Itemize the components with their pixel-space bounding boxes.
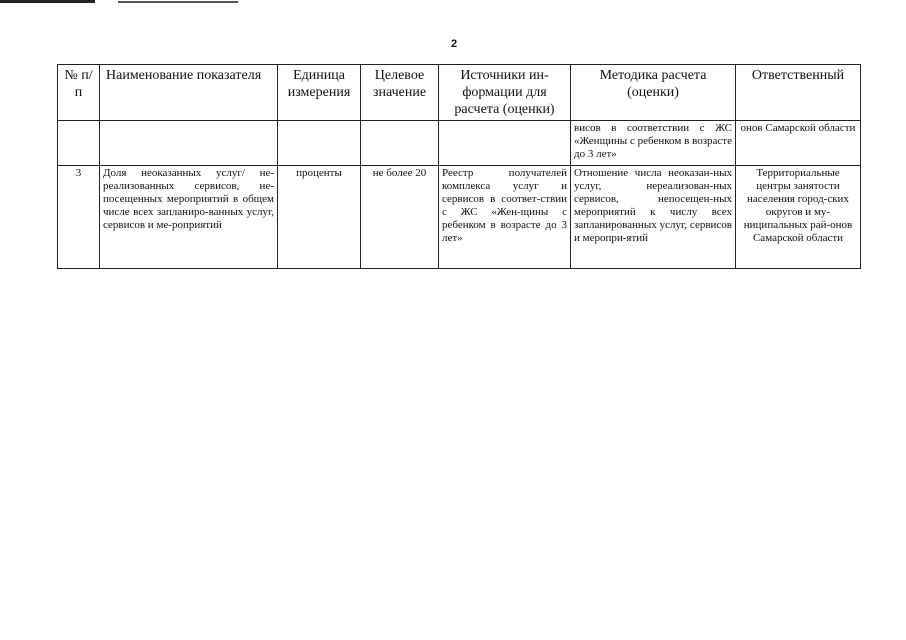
header-cell-name: Наименование показателя: [100, 65, 278, 121]
table-header-row: [58, 65, 861, 121]
header-cell-target: Целевое значение: [361, 65, 439, 121]
cell-name: Доля неоказанных услуг/ не-реализованных сервисов, не-посещенных мероприятий в общем числе всех запланиро-ванных услуг, сервисов и ме-роприятий: [100, 166, 278, 269]
cell-target: не более 20: [361, 166, 439, 269]
cell-num: 3: [58, 166, 100, 269]
cell-unit: проценты: [278, 166, 361, 269]
header-cell-sources: Источники ин-формации для расчета (оценки): [439, 65, 571, 121]
cell-name: [100, 121, 278, 166]
scan-edge-mark: [0, 0, 95, 3]
page-number: 2: [450, 38, 458, 50]
header-cell-method: Методика расчета (оценки): [571, 65, 736, 121]
cell-method: висов в соответствии с ЖС «Женщины с ребенком в возрасте до 3 лет»: [571, 121, 736, 166]
header-cell-responsible: Ответственный: [736, 65, 861, 121]
indicator-table: [57, 64, 861, 269]
cell-method: Отношение числа неоказан-ных услуг, нереализован-ных сервисов, непосещен-ных мероприятий к числу всех запланированных услуг, сервисов и меропри-ятий: [571, 166, 736, 269]
cell-num: [58, 121, 100, 166]
cell-responsible: онов Самарской области: [736, 121, 861, 166]
cell-unit: [278, 121, 361, 166]
cell-sources: Реестр получателей комплекса услуг и сервисов в соответ-ствии с ЖС «Жен-щины с ребенком в возрасте до 3 лет»: [439, 166, 571, 269]
table-row: [58, 166, 861, 269]
scan-edge-mark: [118, 1, 238, 3]
table-row: [58, 121, 861, 166]
cell-sources: [439, 121, 571, 166]
header-cell-num: № п/п: [58, 65, 100, 121]
header-cell-unit: Единица измерения: [278, 65, 361, 121]
cell-target: [361, 121, 439, 166]
cell-responsible: Территориальные центры занятости населения город-ских округов и му-ниципальных рай-онов Самарской области: [736, 166, 861, 269]
